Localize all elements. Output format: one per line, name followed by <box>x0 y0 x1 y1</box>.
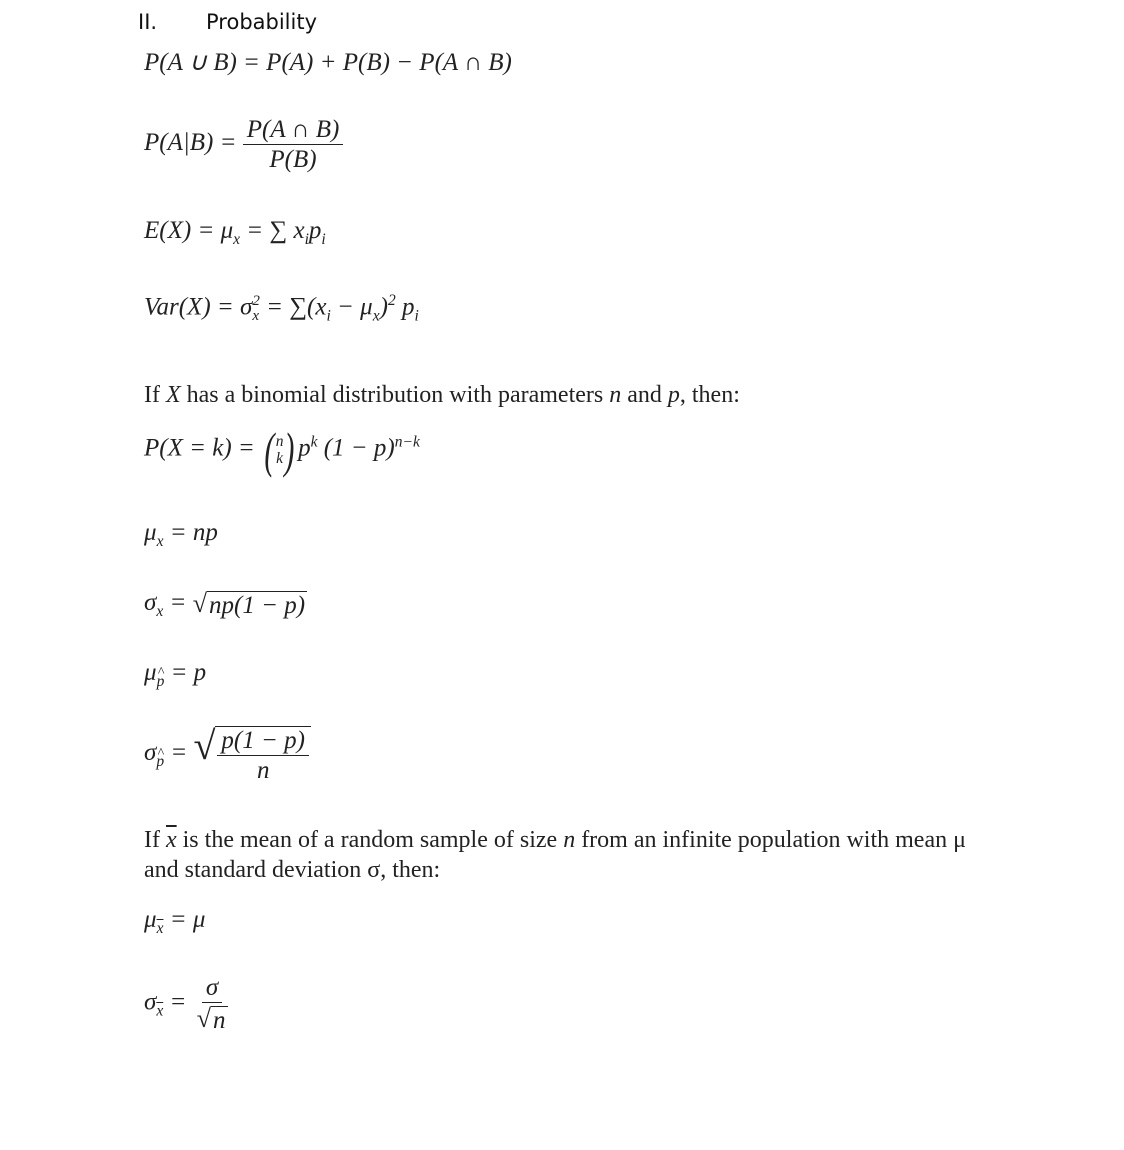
phat-sd-sigma: σ <box>144 739 157 767</box>
variance-sup: 2 <box>252 292 260 309</box>
binomial-intro-and: and <box>621 382 668 408</box>
formula-conditional-probability <box>144 117 343 172</box>
variance-sub: x <box>252 307 260 324</box>
binomial-intro-p: p <box>667 382 680 408</box>
binomial-intro-mid: has a binomial distribution with parameters <box>180 382 610 408</box>
variance-rhs-p: p <box>395 293 415 321</box>
pmf-rest: (1 − p) <box>323 434 395 462</box>
formula-sample-mean <box>144 907 205 937</box>
sample-sd-fraction <box>193 975 232 1033</box>
section-title: Probability <box>206 10 318 34</box>
sampling-intro-line2: and standard deviation σ, then: <box>144 857 441 883</box>
binomial-intro <box>144 380 740 410</box>
phat-mean-rhs: = p <box>164 659 207 686</box>
sampling-intro-mid: is the mean of a random sample of size <box>176 827 564 853</box>
variance-rhs-mid: − μ <box>330 293 373 321</box>
binomial-mean-rhs: = np <box>163 519 218 546</box>
sample-mean-rhs: = μ <box>163 906 206 933</box>
conditional-numerator: P(A ∩ B) <box>243 117 344 145</box>
conditional-denominator: P(B) <box>269 146 317 173</box>
sampling-intro-n: n <box>563 827 576 853</box>
variance-rhs: = ∑(x <box>259 293 327 321</box>
binomial-sd-sqrt <box>192 588 307 619</box>
binomial-intro-n: n <box>609 382 622 408</box>
binomial-mean-mu: μ <box>144 519 157 546</box>
expected-sum: = ∑ <box>240 217 288 244</box>
sampling-intro-if: If <box>144 827 166 853</box>
expected-sub: x <box>233 231 241 248</box>
pmf-p: p <box>298 434 311 462</box>
variance-rhs-close: ) <box>379 293 388 321</box>
expected-term-p: p <box>308 217 322 244</box>
variance-rhs-sup: 2 <box>387 292 396 309</box>
sample-sd-sub: x <box>156 1002 164 1020</box>
pmf-k: k <box>310 433 318 451</box>
phat-sd-sub: ^ $_p$ <box>156 754 164 770</box>
section-number: II. <box>138 10 158 34</box>
sampling-intro-xbar: $\overline{x}$ <box>165 827 177 853</box>
formula-addition-rule <box>144 50 512 75</box>
variance-rhs-sub: i <box>326 307 331 325</box>
conditional-lhs: P(A|B) = <box>144 129 237 157</box>
formula-addition-text: P(A ∪ B) = P(A) + P(B) − P(A ∩ B) <box>144 49 512 76</box>
formula-sample-sd <box>144 975 232 1033</box>
binomial-sd-sigma: σ <box>144 589 157 616</box>
binomial-sd-eq: = <box>163 589 193 616</box>
sample-sd-numerator: σ <box>202 975 222 1003</box>
binomial-mean-sub: x <box>156 533 164 550</box>
binom-bottom: k <box>276 450 283 467</box>
formula-expected-value <box>144 218 326 248</box>
binomial-coefficient <box>261 422 298 478</box>
sampling-intro <box>144 825 966 885</box>
sampling-intro-rest: from an infinite population with mean μ <box>575 827 966 853</box>
sample-mean-mu: μ <box>144 906 157 933</box>
formula-binomial-mean <box>144 520 218 550</box>
pmf-exp: n−k <box>394 433 420 451</box>
pmf-lhs: P(X = k) = <box>144 434 255 462</box>
sample-sd-eq: = <box>163 988 193 1016</box>
phat-sd-eq: = <box>164 739 194 767</box>
binom-left-paren: ( <box>264 422 275 478</box>
radical-sign: √ <box>192 588 208 618</box>
expected-term-x: x <box>293 217 305 244</box>
formula-variance <box>144 293 419 324</box>
phat-mean-sub: ^ $_p$ <box>157 674 165 690</box>
sample-sd-sigma: σ <box>144 988 157 1016</box>
binomial-sd-sub: x <box>156 603 164 620</box>
variance-lhs: Var(X) = σ <box>144 293 253 321</box>
binomial-intro-suffix: , then: <box>679 382 740 408</box>
conditional-fraction <box>243 117 344 172</box>
formula-binomial-sd <box>144 590 307 620</box>
binomial-intro-var: X <box>165 382 181 408</box>
phat-sd-denominator: n <box>256 757 270 784</box>
expected-term-x-sub: i <box>304 231 309 248</box>
binom-top: n <box>275 432 284 450</box>
sample-mean-sub: x <box>156 920 164 937</box>
binom-right-paren: ) <box>284 422 295 478</box>
phat-mean-mu: μ <box>144 659 157 686</box>
formula-binomial-pmf <box>144 422 420 478</box>
binomial-intro-prefix: If <box>144 382 166 408</box>
formula-phat-sd <box>144 723 311 784</box>
binomial-sd-radicand: np(1 − p) <box>209 591 306 619</box>
section-heading <box>138 10 317 34</box>
phat-sd-numerator: p(1 − p) <box>217 728 309 756</box>
expected-lhs: E(X) = μ <box>144 217 234 244</box>
expected-term-p-sub: i <box>321 231 326 248</box>
radical-sign: √ <box>193 723 216 768</box>
variance-rhs-mid-sub: x <box>372 307 380 325</box>
formula-phat-mean <box>144 660 206 690</box>
radical-sign: √ <box>196 1003 212 1033</box>
phat-sd-sqrt <box>193 723 310 784</box>
variance-rhs-p-sub: i <box>414 307 419 325</box>
sample-sd-denominator-n: n <box>213 1006 226 1034</box>
